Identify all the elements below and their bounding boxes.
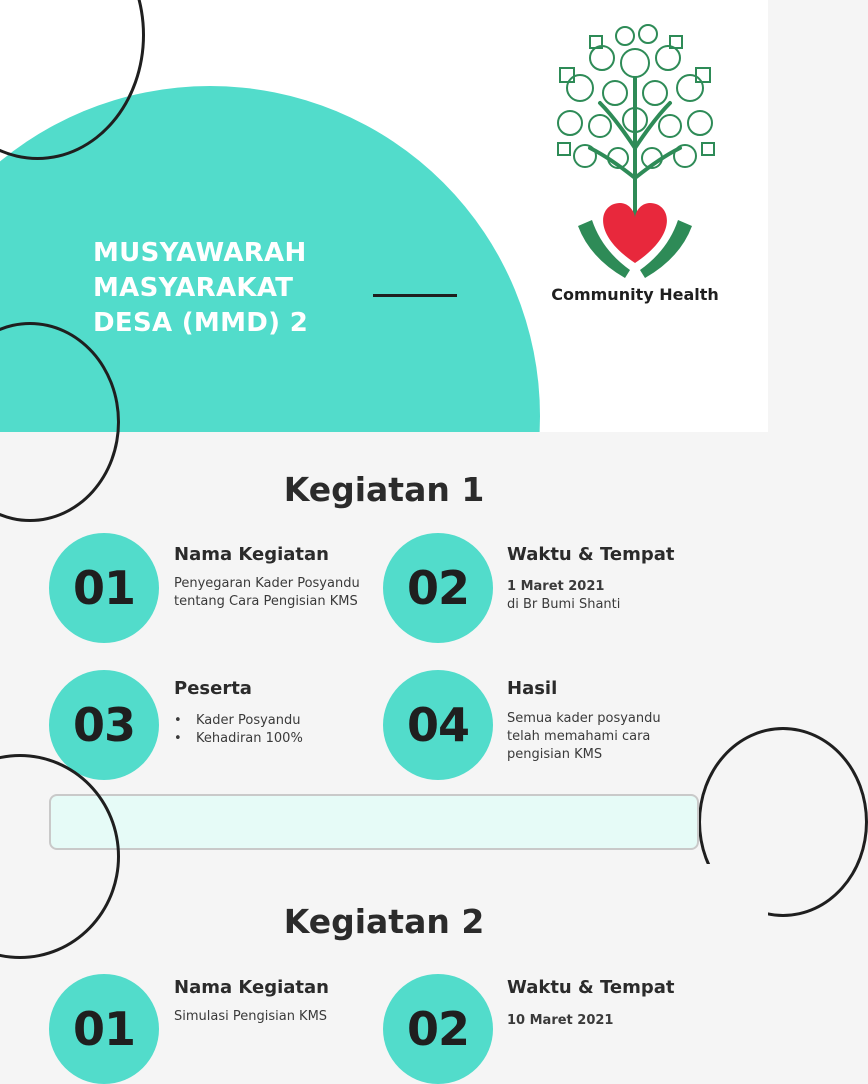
section-title: Kegiatan 2 xyxy=(283,902,485,941)
cover-page xyxy=(0,0,768,432)
participant-list xyxy=(174,712,303,748)
title-divider xyxy=(373,294,457,297)
kegiatan-1-page xyxy=(0,432,768,864)
card-heading: Peserta xyxy=(174,678,252,699)
card-text: Semua kader posyandu telah memahami cara pengisian KMS xyxy=(507,711,661,762)
event-date: 1 Maret 2021 xyxy=(507,579,605,594)
page-title xyxy=(93,236,308,341)
title-line: MASYARAKAT xyxy=(93,273,294,303)
card-heading: Waktu & Tempat xyxy=(507,977,675,998)
card-heading: Waktu & Tempat xyxy=(507,544,675,565)
section-title: Kegiatan 1 xyxy=(283,470,485,509)
title-line: MUSYAWARAH xyxy=(93,238,307,268)
number-badge: 01 xyxy=(49,533,159,643)
note-box xyxy=(49,794,699,850)
kegiatan-2-page xyxy=(0,864,768,1056)
number-badge: 02 xyxy=(383,974,493,1084)
event-date: 10 Maret 2021 xyxy=(507,1013,614,1028)
card-heading: Hasil xyxy=(507,678,558,699)
card-text: Penyegaran Kader Posyandu tentang Cara Pengisian KMS xyxy=(174,576,360,609)
card-text-block xyxy=(507,1012,707,1030)
title-line: DESA (MMD) 2 xyxy=(93,308,309,338)
card-text: Simulasi Pengisian KMS xyxy=(174,1009,328,1024)
card-heading: Nama Kegiatan xyxy=(174,544,329,565)
card-text-block xyxy=(507,578,707,614)
community-health-logo-icon xyxy=(530,8,740,318)
number-badge: 02 xyxy=(383,533,493,643)
number-badge: 01 xyxy=(49,974,159,1084)
list-item: • Kader Posyandu xyxy=(174,712,303,730)
logo-caption: Community Health xyxy=(551,285,719,304)
card-heading: Nama Kegiatan xyxy=(174,977,329,998)
list-item: • Kehadiran 100% xyxy=(174,730,303,748)
event-location: di Br Bumi Shanti xyxy=(507,597,621,612)
number-badge: 04 xyxy=(383,670,493,780)
number-badge: 03 xyxy=(49,670,159,780)
